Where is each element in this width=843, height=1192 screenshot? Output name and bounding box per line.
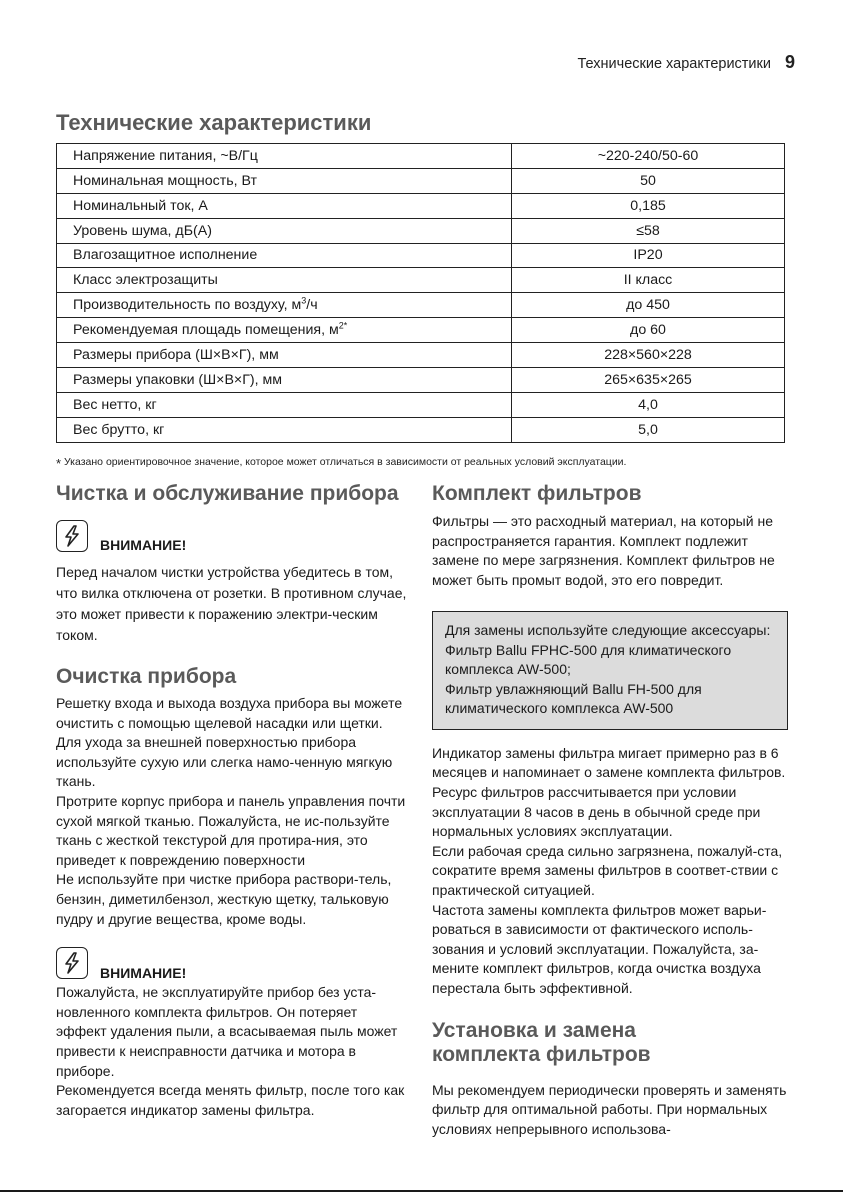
table-row (57, 392, 785, 417)
table-row (57, 243, 785, 268)
install-title-line: Установка и замена (432, 1018, 636, 1042)
spec-param: Размеры упаковки (Ш×В×Г), мм (57, 368, 512, 393)
electric-warning-icon (56, 520, 88, 552)
table-row (57, 293, 785, 318)
spec-param-text: Рекомендуемая площадь помещения, м (73, 322, 339, 339)
warning-text: Перед началом чистки устройства убедитесь в том, что вилка отключена от розетки. В противном случае, это может привести к поражению электри-ческим током. (56, 564, 407, 643)
filters-column (432, 482, 788, 1139)
cleaning-paragraph: Не используйте при чистке прибора раствори-тель, бензин, диметилбензол, жесткую щетку, тальковую пудру и другие вещества, кроме воды. (56, 871, 392, 927)
cleaning-column (56, 482, 408, 1120)
electric-warning-icon (56, 947, 88, 979)
table-row (57, 417, 785, 442)
spec-value: 0,185 (512, 193, 785, 218)
cleaning-title: Чистка и обслуживание прибора (56, 482, 399, 505)
spec-param: Вес брутто, кг (57, 417, 512, 442)
running-header (578, 52, 796, 73)
spec-value: II класс (512, 268, 785, 293)
note-line: Для замены используйте следующие аксессуары: (445, 622, 771, 639)
running-title: Технические характеристики (577, 56, 771, 72)
accessories-note-box (432, 611, 788, 730)
spec-value: до 60 (512, 318, 785, 343)
spec-param: Размеры прибора (Ш×В×Г), мм (57, 343, 512, 368)
table-footnote (56, 456, 626, 471)
spec-value: 265×635×265 (512, 368, 785, 393)
filters-paragraph: Если рабочая среда сильно загрязнена, пожалуй-ста, сократите время замены фильтров в соответ-ствии с практической ситуацией. (432, 842, 783, 899)
warning-block-2 (56, 947, 408, 979)
cleaning-paragraph: Протрите корпус прибора и панель управления почти сухой мягкой тканью. Пожалуйста, не ис-пользуйте ткань с жесткой текстурой для протира-ния, это приведет к повреждению поверхности (56, 792, 406, 868)
unit-superscript: 3 (301, 295, 307, 306)
spec-value: 228×560×228 (512, 343, 785, 368)
spec-param: Номинальный ток, А (57, 193, 512, 218)
warning-block (56, 520, 408, 552)
warning-paragraph: Рекомендуется всегда менять фильтр, после того как загорается индикатор замены фильтра. (56, 1082, 405, 1118)
specs-table (56, 143, 785, 443)
spec-value: IP20 (512, 243, 785, 268)
note-line: Фильтр Ballu FPHC-500 для климатического комплекса AW-500; (445, 641, 732, 678)
footnote-text: Указано ориентировочное значение, которое может отличаться в зависимости от реальных условий эксплуатации. (63, 456, 627, 468)
spec-value: ≤58 (512, 218, 785, 243)
install-title-line: комплекта фильтров (432, 1042, 651, 1066)
table-row (57, 168, 785, 193)
spec-value: ~220-240/50-60 (512, 144, 785, 169)
filters-intro: Фильтры — это расходный материал, на который не распространяется гарантия. Комплект подлежит замене по мере загрязнения. Комплект фильтров не может быть промыт водой, это его повредит. (432, 513, 775, 588)
spec-param: Класс электрозащиты (57, 268, 512, 293)
spec-param-airflow (57, 293, 512, 318)
table-row (57, 144, 785, 169)
warning-label: ВНИМАНИЕ! (100, 537, 187, 554)
spec-param-area (57, 318, 512, 343)
table-row (57, 318, 785, 343)
install-title (432, 1019, 788, 1067)
footnote-mark: * (56, 456, 62, 471)
table-row (57, 268, 785, 293)
table-row (57, 368, 785, 393)
spec-value: до 450 (512, 293, 785, 318)
specs-title: Технические характеристики (56, 110, 372, 135)
page-number: 9 (784, 52, 795, 72)
note-line: Фильтр увлажняющий Ballu FH-500 для климатического комплекса AW-500 (445, 680, 702, 717)
install-text: Мы рекомендуем периодически проверять и заменять фильтр для оптимальной работы. При нормальных условиях непрерывного использова- (432, 1081, 787, 1137)
filters-paragraph: Частота замены комплекта фильтров может варьи-роваться в зависимости от фактического исполь-зования и условий эксплуатации. Пожалуйста, за-мените комплект фильтров, когда очистка воздуха перестала быть эффективной. (432, 901, 767, 996)
filters-paragraph: Индикатор замены фильтра мигает примерно раз в 6 месяцев и напоминает о замене комплекта фильтров. Ресурс фильтров рассчитывается при условии эксплуатации 8 часов в день в обычной среде при нормальных условиях эксплуатации. (432, 744, 786, 840)
table-row (57, 218, 785, 243)
spec-value: 5,0 (512, 417, 785, 442)
spec-value: 4,0 (512, 392, 785, 417)
spec-param: Напряжение питания, ~В/Гц (57, 144, 512, 169)
spec-param: Вес нетто, кг (57, 392, 512, 417)
warning-label: ВНИМАНИЕ! (100, 964, 187, 981)
spec-param-tail: /ч (306, 297, 318, 314)
warning-paragraph: Пожалуйста, не эксплуатируйте прибор без уста-новленного комплекта фильтров. Он потеряет эффект удаления пыли, а всасываемая пыль может привести к неисправности датчика и мотора в приборе. (56, 984, 398, 1079)
table-row (57, 343, 785, 368)
unit-superscript: 2* (338, 320, 348, 331)
spec-param: Номинальная мощность, Вт (57, 168, 512, 193)
spec-param: Уровень шума, дБ(А) (57, 218, 512, 243)
filters-title: Комплект фильтров (432, 482, 642, 505)
table-row (57, 193, 785, 218)
spec-param-text: Производительность по воздуху, м (73, 297, 302, 314)
spec-param: Влагозащитное исполнение (57, 243, 512, 268)
spec-value: 50 (512, 168, 785, 193)
cleaning-paragraph: Решетку входа и выхода воздуха прибора вы можете очистить с помощью щелевой насадки или щетки. Для ухода за внешней поверхностью прибора используйте сухую или слегка намо-ченную мягкую ткань. (56, 695, 403, 790)
cleaning-subtitle: Очистка прибора (56, 665, 237, 688)
